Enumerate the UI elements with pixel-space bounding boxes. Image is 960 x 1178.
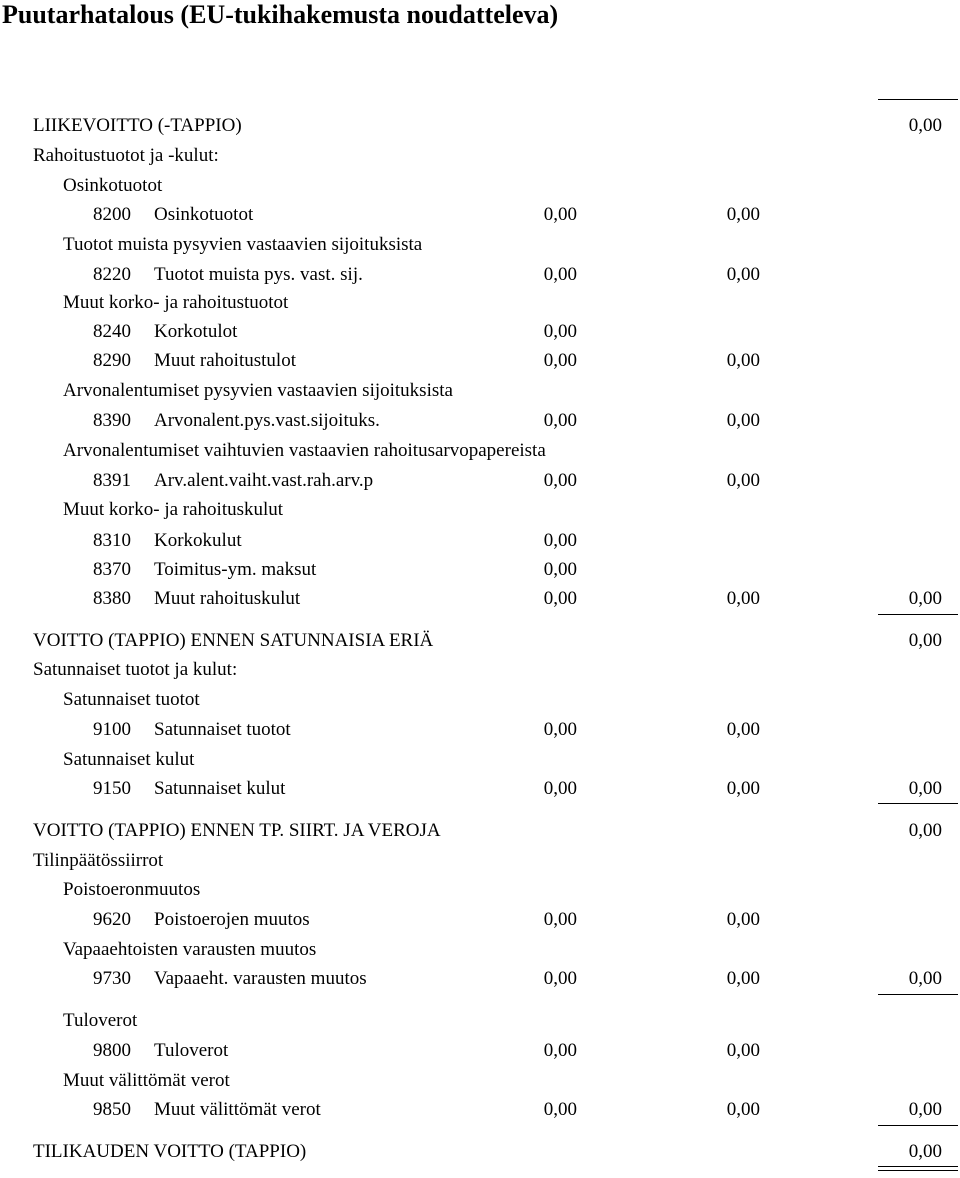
account-code: 8220 (93, 264, 131, 285)
total-value: 0,00 (908, 630, 942, 651)
value-col1: 0,00 (543, 1099, 577, 1120)
value-col2: 0,00 (726, 1040, 760, 1061)
value-col1: 0,00 (543, 350, 577, 371)
account-code: 8200 (93, 204, 131, 225)
account-code: 9620 (93, 909, 131, 930)
value-col1: 0,00 (543, 719, 577, 740)
account-code: 9730 (93, 968, 131, 989)
value-col2: 0,00 (726, 719, 760, 740)
account-code: 9100 (93, 719, 131, 740)
account-code: 9850 (93, 1099, 131, 1120)
subtotal-rule (878, 614, 958, 615)
account-name: Arvonalent.pys.vast.sijoituks. (154, 410, 380, 431)
subtotal-rule (878, 994, 958, 995)
total-value: 0,00 (908, 1099, 942, 1120)
value-col2: 0,00 (726, 470, 760, 491)
account-name: Satunnaiset tuotot (154, 719, 291, 740)
account-code: 9150 (93, 778, 131, 799)
value-col2: 0,00 (726, 264, 760, 285)
value-col1: 0,00 (543, 530, 577, 551)
page-title: Puutarhatalous (EU-tukihakemusta noudatteleva) (2, 0, 559, 29)
account-name: Toimitus-ym. maksut (154, 559, 317, 580)
account-name: Muut rahoituskulut (154, 588, 301, 609)
total-value: 0,00 (908, 1141, 942, 1162)
row-label: Muut välittömät verot (63, 1070, 230, 1091)
value-col1: 0,00 (543, 559, 577, 580)
row-label: Arvonalentumiset pysyvien vastaavien sijoituksista (63, 380, 453, 401)
value-col2: 0,00 (726, 204, 760, 225)
total-value: 0,00 (908, 968, 942, 989)
value-col2: 0,00 (726, 588, 760, 609)
account-code: 9800 (93, 1040, 131, 1061)
account-name: Satunnaiset kulut (154, 778, 286, 799)
value-col1: 0,00 (543, 410, 577, 431)
account-code: 8390 (93, 410, 131, 431)
value-col1: 0,00 (543, 588, 577, 609)
account-name: Poistoerojen muutos (154, 909, 310, 930)
row-label: Osinkotuotot (63, 175, 163, 196)
value-col1: 0,00 (543, 264, 577, 285)
account-name: Arv.alent.vaiht.vast.rah.arv.p (154, 470, 374, 491)
total-value: 0,00 (908, 115, 942, 136)
row-label: Vapaaehtoisten varausten muutos (63, 939, 317, 960)
value-col1: 0,00 (543, 321, 577, 342)
row-label: Tilinpäätössiirrot (33, 850, 164, 871)
row-label: Satunnaiset kulut (63, 749, 195, 770)
value-col2: 0,00 (726, 778, 760, 799)
row-label: Rahoitustuotot ja -kulut: (33, 145, 219, 166)
row-label: VOITTO (TAPPIO) ENNEN SATUNNAISIA ERIÄ (33, 630, 434, 651)
value-col2: 0,00 (726, 410, 760, 431)
row-label: Tuotot muista pysyvien vastaavien sijoituksista (63, 234, 423, 255)
value-col2: 0,00 (726, 909, 760, 930)
value-col2: 0,00 (726, 968, 760, 989)
account-name: Korkotulot (154, 321, 238, 342)
row-label: Poistoeronmuutos (63, 879, 201, 900)
row-label: Arvonalentumiset vaihtuvien vastaavien rahoitusarvopapereista (63, 440, 546, 461)
value-col1: 0,00 (543, 1040, 577, 1061)
row-label: TILIKAUDEN VOITTO (TAPPIO) (33, 1141, 307, 1162)
row-label: Muut korko- ja rahoituskulut (63, 499, 284, 520)
row-label: Tuloverot (63, 1010, 138, 1031)
account-code: 8310 (93, 530, 131, 551)
row-label: Muut korko- ja rahoitustuotot (63, 292, 289, 313)
subtotal-rule (878, 803, 958, 804)
value-col1: 0,00 (543, 968, 577, 989)
account-name: Vapaaeht. varausten muutos (154, 968, 367, 989)
total-value: 0,00 (908, 778, 942, 799)
account-code: 8380 (93, 588, 131, 609)
account-name: Tuloverot (154, 1040, 229, 1061)
account-code: 8391 (93, 470, 131, 491)
row-label: Satunnaiset tuotot (63, 689, 200, 710)
row-label: VOITTO (TAPPIO) ENNEN TP. SIIRT. JA VEROJA (33, 820, 441, 841)
account-code: 8370 (93, 559, 131, 580)
value-col1: 0,00 (543, 909, 577, 930)
account-name: Muut rahoitustulot (154, 350, 296, 371)
account-name: Muut välittömät verot (154, 1099, 321, 1120)
account-name: Osinkotuotot (154, 204, 254, 225)
total-value: 0,00 (908, 820, 942, 841)
account-name: Tuotot muista pys. vast. sij. (154, 264, 363, 285)
account-code: 8290 (93, 350, 131, 371)
row-label: LIIKEVOITTO (-TAPPIO) (33, 115, 242, 136)
value-col1: 0,00 (543, 470, 577, 491)
total-value: 0,00 (908, 588, 942, 609)
value-col2: 0,00 (726, 1099, 760, 1120)
account-name: Korkokulut (154, 530, 242, 551)
account-code: 8240 (93, 321, 131, 342)
row-label: Satunnaiset tuotot ja kulut: (33, 659, 238, 680)
subtotal-rule (878, 1125, 958, 1126)
double-total-rule (878, 1166, 958, 1171)
value-col1: 0,00 (543, 778, 577, 799)
value-col2: 0,00 (726, 350, 760, 371)
value-col1: 0,00 (543, 204, 577, 225)
total-rule (878, 99, 958, 100)
